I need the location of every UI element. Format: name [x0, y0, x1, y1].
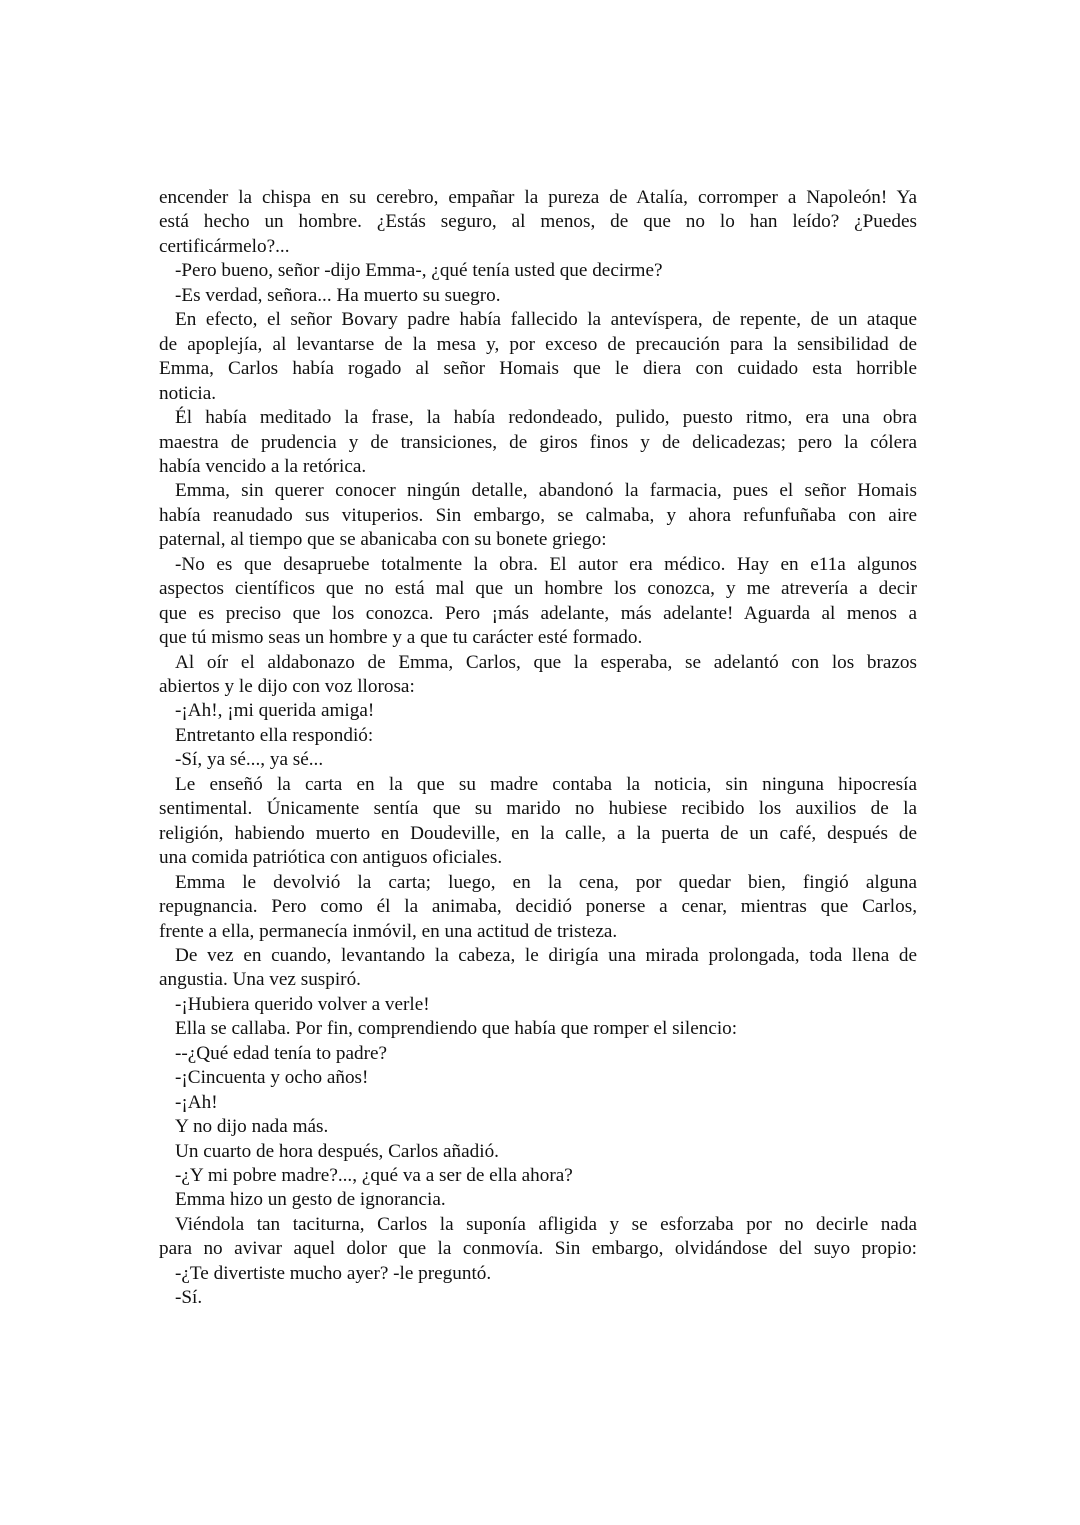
text-line: -¡Ah! [175, 1091, 218, 1113]
text-line: Él había meditado la frase, la había redondeado, pulido, puesto ritmo, era una obra [175, 407, 917, 428]
text-line: que tú mismo seas un hombre y a que tu carácter esté formado. [159, 627, 643, 649]
text-line: -Sí, ya sé..., ya sé... [175, 749, 324, 771]
text-line: está hecho un hombre. ¿Estás seguro, al menos, de que no lo han leído? ¿Puedes [159, 211, 917, 233]
text-line: certificármelo?... [159, 235, 290, 257]
text-line: había reanudado sus vituperios. Sin embargo, se calmaba, y ahora refunfuñaba con aire [159, 504, 917, 526]
text-line: Emma, sin querer conocer ningún detalle, abandonó la farmacia, pues el señor Homais [175, 480, 917, 502]
text-line: -¡Cincuenta y ocho años! [175, 1067, 369, 1089]
text-line: Al oír el aldabonazo de Emma, Carlos, que la esperaba, se adelantó con los brazos [175, 651, 917, 673]
text-line: Y no dijo nada más. [175, 1116, 329, 1138]
text-line: repugnancia. Pero como él la animaba, decidió ponerse a cenar, mientras que Carlos, [159, 896, 917, 917]
text-line: -¡Ah!, ¡mi querida amiga! [175, 700, 375, 722]
text-line: Emma, Carlos había rogado al señor Homais que le diera con cuidado esta horrible [159, 358, 917, 380]
text-line: abiertos y le dijo con voz llorosa: [159, 676, 415, 697]
text-line: Emma le devolvió la carta; luego, en la cena, por quedar bien, fingió alguna [175, 871, 917, 893]
text-line: paternal, al tiempo que se abanicaba con su bonete griego: [159, 529, 607, 551]
text-line: Entretanto ella respondió: [175, 724, 374, 746]
text-line: Ella se callaba. Por fin, comprendiendo que había que romper el silencio: [175, 1018, 738, 1040]
text-line: encender la chispa en su cerebro, empañar la pureza de Atalía, corromper a Napoleón! Ya [159, 187, 917, 208]
text-line: -No es que desapruebe totalmente la obra. El autor era médico. Hay en e11a algunos [175, 553, 917, 575]
text-line: de apoplejía, al levantarse de la mesa y, por exceso de precaución para la sensibilidad de [159, 333, 917, 355]
text-line: De vez en cuando, levantando la cabeza, le dirigía una mirada prolongada, toda llena de [175, 944, 917, 966]
text-line: -¿Te divertiste mucho ayer? -le preguntó. [175, 1262, 492, 1284]
text-line: que es preciso que los conozca. Pero ¡más adelante, más adelante! Aguarda al menos a [159, 602, 917, 624]
text-line: sentimental. Únicamente sentía que su marido no hubiese recibido los auxilios de la [159, 798, 917, 820]
text-line: --¿Qué edad tenía to padre? [175, 1042, 388, 1064]
text-line: Viéndola tan taciturna, Carlos la suponía afligida y se esforzaba por no decirle nada [175, 1213, 917, 1235]
text-line: religión, habiendo muerto en Doudeville, en la calle, a la puerta de un café, después de [159, 822, 917, 844]
text-line: maestra de prudencia y de transiciones, de giros finos y de delicadezas; pero la cólera [159, 431, 917, 453]
text-line: -Pero bueno, señor -dijo Emma-, ¿qué tenía usted que decirme? [175, 260, 663, 282]
text-line: Un cuarto de hora después, Carlos añadió. [175, 1140, 499, 1162]
text-line: para no avivar aquel dolor que la conmovía. Sin embargo, olvidándose del suyo propio: [159, 1238, 917, 1260]
text-line: había vencido a la retórica. [159, 455, 367, 477]
text-line: noticia. [159, 382, 217, 404]
text-line: Le enseñó la carta en la que su madre contaba la noticia, sin ninguna hipocresía [175, 773, 917, 795]
text-line: angustia. Una vez suspiró. [159, 969, 361, 991]
text-line: -Es verdad, señora... Ha muerto su suegro. [175, 284, 501, 306]
text-line: frente a ella, permanecía inmóvil, en una actitud de tristeza. [159, 920, 618, 942]
text-line: En efecto, el señor Bovary padre había fallecido la antevíspera, de repente, de un ataque [175, 309, 917, 331]
text-line: -Sí. [175, 1287, 203, 1309]
text-line: aspectos científicos que no está mal que un hombre los conozca, y me atrevería a decir [159, 578, 917, 600]
text-line: Emma hizo un gesto de ignorancia. [175, 1189, 446, 1211]
text-line: -¡Hubiera querido volver a verle! [175, 993, 430, 1015]
text-line: una comida patriótica con antiguos oficiales. [159, 847, 503, 869]
text-line: -¿Y mi pobre madre?..., ¿qué va a ser de ella ahora? [175, 1165, 573, 1186]
